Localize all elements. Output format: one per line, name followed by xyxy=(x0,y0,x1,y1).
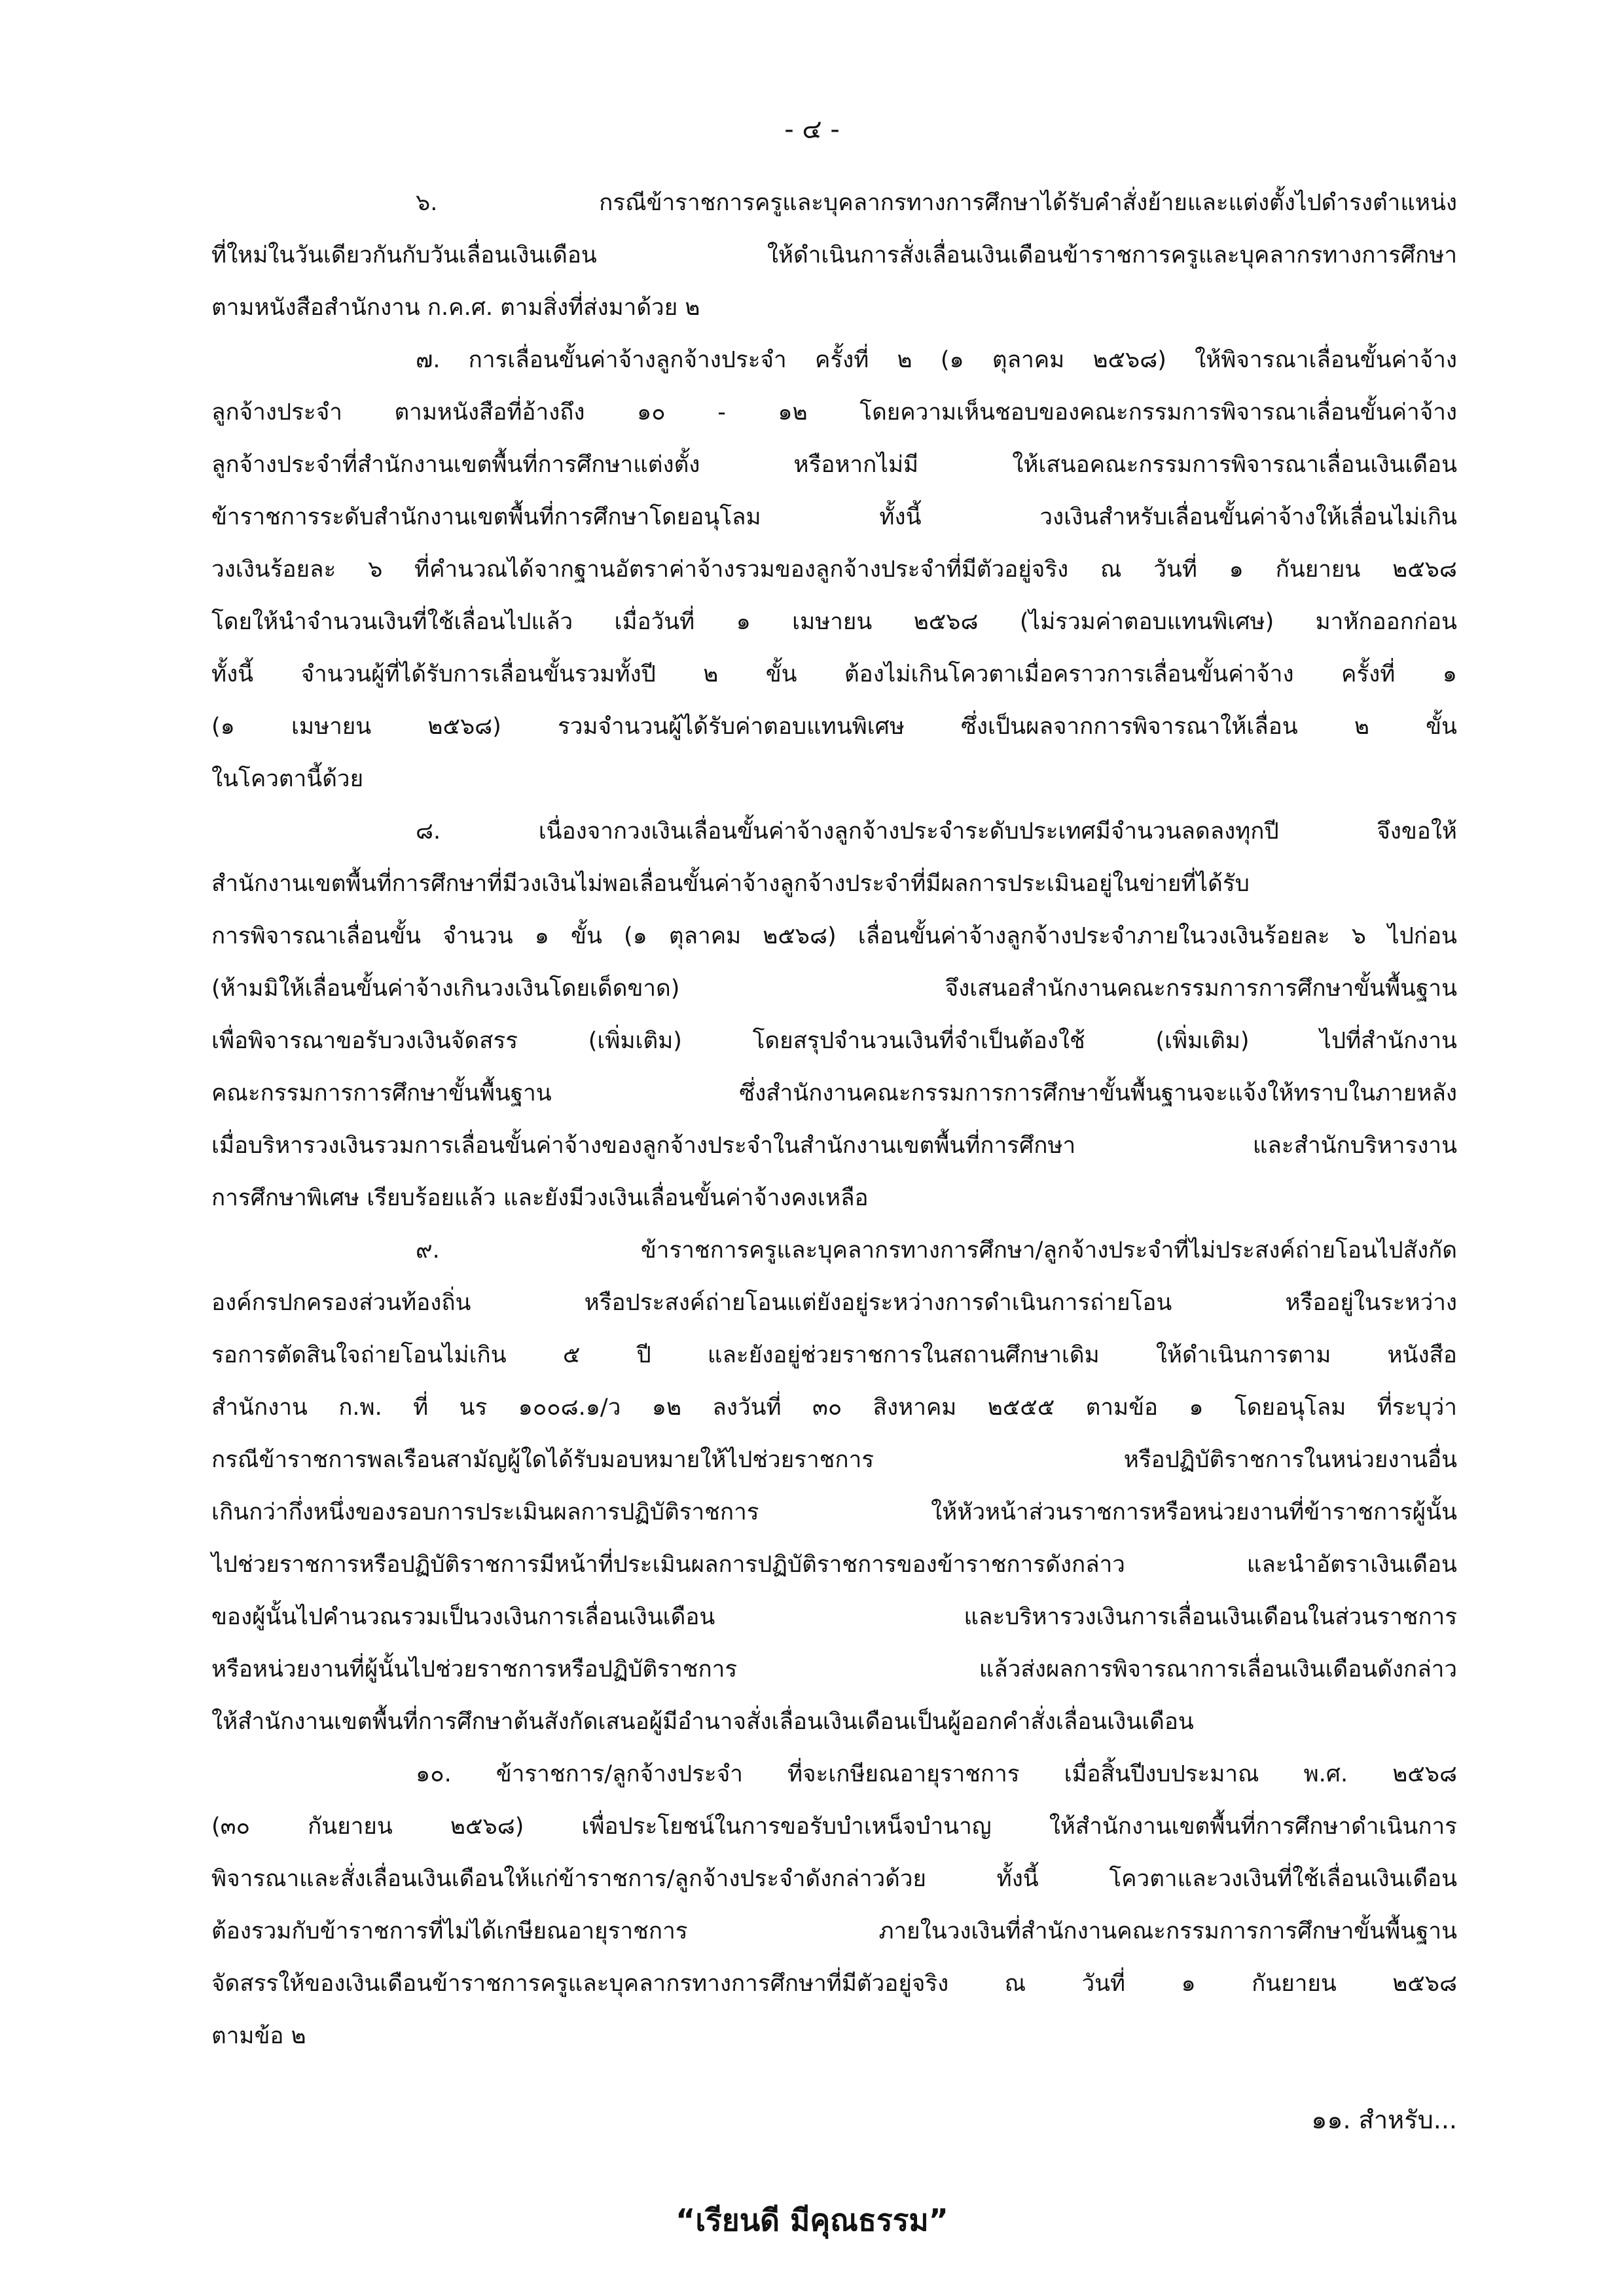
paragraph xyxy=(211,805,1457,1224)
text-line: องค์กรปกครองส่วนท้องถิ่น หรือประสงค์ถ่ายโอนแต่ยังอยู่ระหว่างการดำเนินการถ่ายโอน หรืออยู่ในระหว่าง xyxy=(211,1290,1457,1316)
text-line: สำนักงานเขตพื้นที่การศึกษาที่มีวงเงินไม่พอเลื่อนขั้นค่าจ้างลูกจ้างประจำที่มีผลการประเมินอยู่ในข่ายที่ได้รับ xyxy=(211,871,1250,897)
text-line: (ห้ามมิให้เลื่อนขั้นค่าจ้างเกินวงเงินโดยเด็ดขาด) จึงเสนอสำนักงานคณะกรรมการการศึกษาขั้นพื้นฐาน xyxy=(211,975,1457,1002)
text-line: ตามหนังสือสำนักงาน ก.ค.ศ. ตามสิ่งที่ส่งมาด้วย ๒ xyxy=(211,295,700,321)
text-line: ๘. เนื่องจากวงเงินเลื่อนขั้นค่าจ้างลูกจ้างประจำระดับประเทศมีจำนวนลดลงทุกปี จึงขอให้ xyxy=(416,818,1457,845)
text-line: เพื่อพิจารณาขอรับวงเงินจัดสรร (เพิ่มเติม) โดยสรุปจำนวนเงินที่จำเป็นต้องใช้ (เพิ่มเติม) ไปที่สำนักงาน xyxy=(211,1028,1457,1054)
text-line: ๖. กรณีข้าราชการครูและบุคลากรทางการศึกษาได้รับคำสั่งย้ายและแต่งตั้งไปดำรงตำแหน่ง xyxy=(416,190,1457,216)
paragraph xyxy=(211,1224,1457,1748)
text-line: ไปช่วยราชการหรือปฏิบัติราชการมีหน้าที่ประเมินผลการปฏิบัติราชการของข้าราชการดังกล่าว และนำอัตราเงินเดือน xyxy=(211,1552,1457,1578)
page-number: - ๔ - xyxy=(784,115,840,145)
text-line: จัดสรรให้ของเงินเดือนข้าราชการครูและบุคลากรทางการศึกษาที่มีตัวอยู่จริง ณ วันที่ ๑ กันยายน ๒๕๖๘ xyxy=(211,1971,1457,1997)
text-line: พิจารณาและสั่งเลื่อนเงินเดือนให้แก่ข้าราชการ/ลูกจ้างประจำดังกล่าวด้วย ทั้งนี้ โควตาและวงเงินที่ใช้เลื่อนเงินเดือน xyxy=(211,1866,1457,1892)
text-line: เกินกว่ากึ่งหนึ่งของรอบการประเมินผลการปฏิบัติราชการ ให้หัวหน้าส่วนราชการหรือหน่วยงานที่ข้าราชการผู้นั้น xyxy=(211,1499,1457,1525)
text-line: ต้องรวมกับข้าราชการที่ไม่ได้เกษียณอายุราชการ ภายในวงเงินที่สำนักงานคณะกรรมการการศึกษาขั้นพื้นฐาน xyxy=(211,1918,1457,1944)
text-line: ในโควตานี้ด้วย xyxy=(211,766,364,792)
text-line: ข้าราชการระดับสำนักงานเขตพื้นที่การศึกษาโดยอนุโลม ทั้งนี้ วงเงินสำหรับเลื่อนขั้นค่าจ้างให้เลื่อนไม่เกิน xyxy=(211,504,1457,530)
text-line: ทั้งนี้ จำนวนผู้ที่ได้รับการเลื่อนขั้นรวมทั้งปี ๒ ขั้น ต้องไม่เกินโควตาเมื่อคราวการเลื่อนขั้นค่าจ้าง ครั้งที่ ๑ xyxy=(211,661,1457,687)
text-line: ๙. ข้าราชการครูและบุคลากรทางการศึกษา/ลูกจ้างประจำที่ไม่ประสงค์ถ่ายโอนไปสังกัด xyxy=(416,1237,1457,1264)
text-line: กรณีข้าราชการพลเรือนสามัญผู้ใดได้รับมอบหมายให้ไปช่วยราชการ หรือปฏิบัติราชการในหน่วยงานอื่น xyxy=(211,1447,1457,1473)
text-line: ๑๐. ข้าราชการ/ลูกจ้างประจำ ที่จะเกษียณอายุราชการ เมื่อสิ้นปีงบประมาณ พ.ศ. ๒๕๖๘ xyxy=(416,1761,1457,1787)
text-line: ตามข้อ ๒ xyxy=(211,2023,306,2049)
text-line: โดยให้นำจำนวนเงินที่ใช้เลื่อนไปแล้ว เมื่อวันที่ ๑ เมษายน ๒๕๖๘ (ไม่รวมค่าตอบแทนพิเศษ) มาหักออกก่อน xyxy=(211,609,1457,635)
text-line: วงเงินร้อยละ ๖ ที่คำนวณได้จากฐานอัตราค่าจ้างรวมของลูกจ้างประจำที่มีตัวอยู่จริง ณ วันที่ ๑ กันยายน ๒๕๖๘ xyxy=(211,556,1457,583)
continued-text: ๑๑. สำหรับ... xyxy=(1311,2105,1457,2134)
text-line: สำนักงาน ก.พ. ที่ นร ๑๐๐๘.๑/ว ๑๒ ลงวันที่ ๓๐ สิงหาคม ๒๕๕๕ ตามข้อ ๑ โดยอนุโลม ที่ระบุว่า xyxy=(211,1394,1457,1421)
text-line: (๑ เมษายน ๒๕๖๘) รวมจำนวนผู้ได้รับค่าตอบแทนพิเศษ ซึ่งเป็นผลจากการพิจารณาให้เลื่อน ๒ ขั้น xyxy=(211,714,1457,740)
text-line: ให้สำนักงานเขตพื้นที่การศึกษาต้นสังกัดเสนอผู้มีอำนาจสั่งเลื่อนเงินเดือนเป็นผู้ออกคำสั่งเลื่อนเงินเดือน xyxy=(211,1709,1194,1735)
motto: “เรียนดี มีคุณธรรม” xyxy=(676,2202,948,2238)
text-line: ลูกจ้างประจำที่สำนักงานเขตพื้นที่การศึกษาแต่งตั้ง หรือหากไม่มี ให้เสนอคณะกรรมการพิจารณาเลื่อนเงินเดือน xyxy=(211,452,1457,478)
paragraph xyxy=(211,334,1457,805)
text-line: หรือหน่วยงานที่ผู้นั้นไปช่วยราชการหรือปฏิบัติราชการ แล้วส่งผลการพิจารณาการเลื่อนเงินเดือนดังกล่าว xyxy=(211,1656,1457,1683)
text-line: การพิจารณาเลื่อนขั้น จำนวน ๑ ขั้น (๑ ตุลาคม ๒๕๖๘) เลื่อนขั้นค่าจ้างลูกจ้างประจำภายในวงเงินร้อยละ ๖ ไปก่อน xyxy=(211,923,1457,949)
text-line: ๗. การเลื่อนขั้นค่าจ้างลูกจ้างประจำ ครั้งที่ ๒ (๑ ตุลาคม ๒๕๖๘) ให้พิจารณาเลื่อนขั้นค่าจ้าง xyxy=(416,347,1457,373)
paragraph xyxy=(211,1748,1457,2062)
text-line: ที่ใหม่ในวันเดียวกันกับวันเลื่อนเงินเดือน ให้ดำเนินการสั่งเลื่อนเงินเดือนข้าราชการครูและบุคลากรทางการศึกษา xyxy=(211,242,1457,268)
text-line: (๓๐ กันยายน ๒๕๖๘) เพื่อประโยชน์ในการขอรับบำเหน็จบำนาญ ให้สำนักงานเขตพื้นที่การศึกษาดำเนินการ xyxy=(211,1813,1457,1840)
paragraph xyxy=(211,177,1457,334)
text-line: รอการตัดสินใจถ่ายโอนไม่เกิน ๕ ปี และยังอยู่ช่วยราชการในสถานศึกษาเดิม ให้ดำเนินการตาม หนังสือ xyxy=(211,1342,1457,1368)
document-body xyxy=(211,177,1457,2062)
text-line: เมื่อบริหารวงเงินรวมการเลื่อนขั้นค่าจ้างของลูกจ้างประจำในสำนักงานเขตพื้นที่การศึกษา และสำนักบริหารงาน xyxy=(211,1133,1457,1159)
text-line: การศึกษาพิเศษ เรียบร้อยแล้ว และยังมีวงเงินเลื่อนขั้นค่าจ้างคงเหลือ xyxy=(211,1185,869,1211)
text-line: คณะกรรมการการศึกษาขั้นพื้นฐาน ซึ่งสำนักงานคณะกรรมการการศึกษาขั้นพื้นฐานจะแจ้งให้ทราบในภายหลัง xyxy=(211,1080,1457,1106)
text-line: ลูกจ้างประจำ ตามหนังสือที่อ้างถึง ๑๐ - ๑๒ โดยความเห็นชอบของคณะกรรมการพิจารณาเลื่อนขั้นค่าจ้าง xyxy=(211,399,1457,426)
text-line: ของผู้นั้นไปคำนวณรวมเป็นวงเงินการเลื่อนเงินเดือน และบริหารวงเงินการเลื่อนเงินเดือนในส่วนราชการ xyxy=(211,1604,1457,1630)
